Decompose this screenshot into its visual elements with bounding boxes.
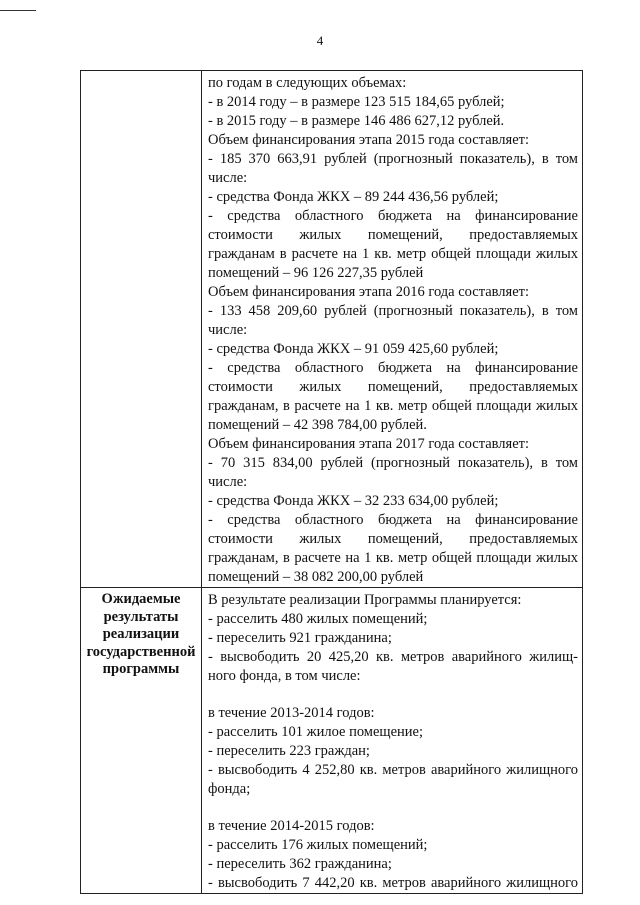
- results-line: - высвободить 7 442,20 кв. метров аварийного жилищного: [208, 875, 578, 891]
- results-line: [208, 799, 578, 817]
- financing-line: числе:: [208, 474, 248, 490]
- financing-line: числе:: [208, 170, 248, 186]
- financing-line: - 185 370 663,91 рублей (прогнозный показатель), в том: [208, 151, 578, 167]
- financing-label-cell: [81, 71, 202, 588]
- results-label: [81, 588, 201, 679]
- financing-line: - в 2014 году – в размере 123 515 184,65 рублей;: [208, 94, 505, 110]
- results-line: [208, 686, 578, 704]
- financing-content-cell: [202, 71, 583, 588]
- results-content-cell: [202, 588, 583, 894]
- results-line: - переселить 921 гражданина;: [208, 630, 392, 646]
- financing-line: - средства Фонда ЖКХ – 91 059 425,60 рублей;: [208, 341, 499, 357]
- financing-line: гражданам, в расчете на 1 кв. метр общей площади жилых: [208, 550, 578, 566]
- financing-line: Объем финансирования этапа 2015 года составляет:: [208, 132, 530, 148]
- financing-line: - в 2015 году – в размере 146 486 627,12 рублей.: [208, 113, 505, 129]
- financing-line: - средства областного бюджета на финансирование: [208, 512, 578, 528]
- financing-line: - 133 458 209,60 рублей (прогнозный показатель), в том: [208, 303, 578, 319]
- financing-line: гражданам, в расчете на 1 кв. метр общей площади жилых: [208, 398, 578, 414]
- financing-line: - 70 315 834,00 рублей (прогнозный показатель), в том: [208, 455, 578, 471]
- results-text: [202, 588, 582, 893]
- financing-line: помещений – 38 082 200,00 рублей: [208, 569, 424, 585]
- results-line: - расселить 176 жилых помещений;: [208, 837, 428, 853]
- financing-line: помещений – 42 398 784,00 рублей.: [208, 417, 427, 433]
- financing-line: - средства Фонда ЖКХ – 89 244 436,56 рублей;: [208, 189, 499, 205]
- financing-line: числе:: [208, 322, 248, 338]
- results-line: - расселить 101 жилое помещение;: [208, 724, 424, 740]
- financing-line: стоимости жилых помещений, предоставляемых: [208, 531, 578, 547]
- corner-mark: [0, 0, 36, 11]
- results-line: в течение 2014-2015 годов:: [208, 818, 375, 834]
- results-line: ного фонда, в том числе:: [208, 668, 361, 684]
- results-line: фонда;: [208, 781, 251, 797]
- financing-line: - средства областного бюджета на финансирование: [208, 360, 578, 376]
- results-label-line: Ожидаемые: [101, 591, 181, 607]
- results-line: - высвободить 20 425,20 кв. метров аварийного жилищ-: [208, 649, 578, 665]
- financing-line: - средства Фонда ЖКХ – 32 233 634,00 рублей;: [208, 493, 499, 509]
- financing-line: Объем финансирования этапа 2016 года составляет:: [208, 284, 530, 300]
- financing-line: стоимости жилых помещений, предоставляемых: [208, 379, 578, 395]
- financing-line: помещений – 96 126 227,35 рублей: [208, 265, 424, 281]
- results-line: - переселить 362 гражданина;: [208, 856, 392, 872]
- results-label-line: реализации: [102, 626, 180, 642]
- financing-text: [202, 71, 582, 587]
- financing-line: гражданам в расчете на 1 кв. метр общей площади жилых: [208, 246, 578, 262]
- results-line: - переселить 223 граждан;: [208, 743, 370, 759]
- results-line: - высвободить 4 252,80 кв. метров аварийного жилищного: [208, 762, 578, 778]
- financing-line: стоимости жилых помещений, предоставляемых: [208, 227, 578, 243]
- results-label-line: программы: [102, 661, 180, 677]
- program-passport-table: [80, 70, 583, 894]
- financing-line: Объем финансирования этапа 2017 года составляет:: [208, 436, 530, 452]
- page-number: 4: [316, 33, 324, 48]
- results-label-line: государственной: [86, 643, 196, 660]
- results-line: - расселить 480 жилых помещений;: [208, 611, 428, 627]
- results-row: [81, 588, 583, 894]
- financing-line: по годам в следующих объемах:: [208, 75, 407, 91]
- results-label-line: результаты: [103, 608, 179, 625]
- financing-row: [81, 71, 583, 588]
- results-label-cell: [81, 588, 202, 894]
- results-line: в течение 2013-2014 годов:: [208, 705, 375, 721]
- results-line: В результате реализации Программы планируется:: [208, 592, 522, 608]
- financing-line: - средства областного бюджета на финансирование: [208, 208, 578, 224]
